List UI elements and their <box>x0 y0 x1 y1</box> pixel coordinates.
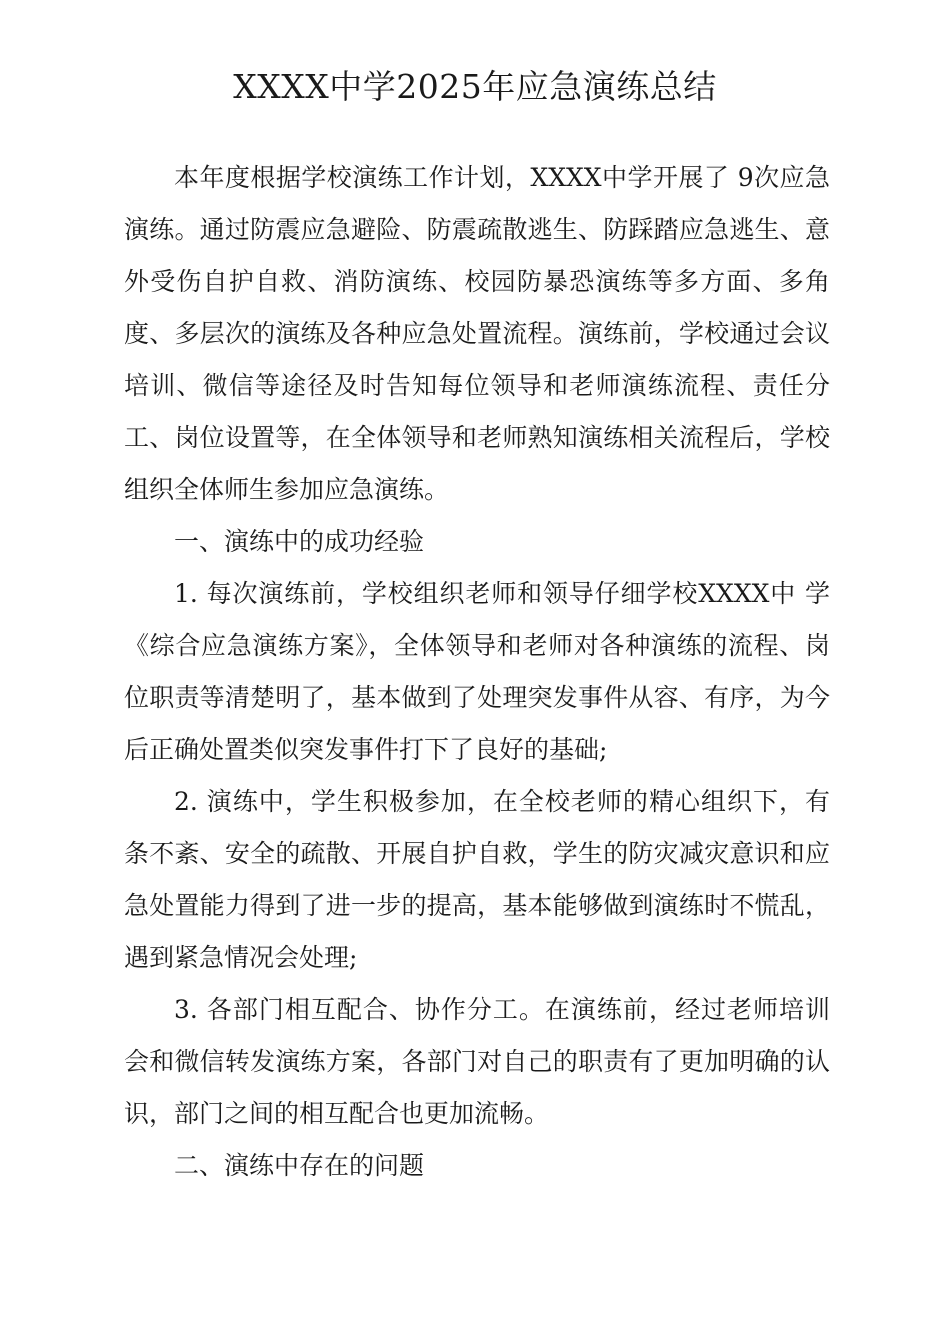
success-item-1: 1. 每次演练前，学校组织老师和领导仔细学校XXXX中 学《综合应急演练方案》，全体领导和老师对各种演练的流程、岗位职责等清楚明了，基本做到了处理突发事件从容、有序，为今后正确处置类似突发事件打下了良好的基础; <box>124 579 830 764</box>
section-heading-problems: 二、演练中存在的问题 <box>174 1151 425 1180</box>
success-item-2: 2. 演练中，学生积极参加，在全校老师的精心组织下，有条不紊、安全的疏散、开展自护自救，学生的防灾减灾意识和应急处置能力得到了进一步的提高，基本能够做到演练时不慌乱，遇到紧急情况会处理; <box>124 787 830 972</box>
intro-paragraph: 本年度根据学校演练工作计划，XXXX中学开展了 9次应急演练。通过防震应急避险、防震疏散逃生、防踩踏应急逃生、意外受伤自护自救、消防演练、校园防暴恐演练等多方面、多角度、多层次的演练及各种应急处置流程。演练前，学校通过会议培训、微信等途径及时告知每位领导和老师演练流程、责任分工、岗位设置等，在全体领导和老师熟知演练相关流程后，学校组织全体师生参加应急演练。 <box>124 163 830 504</box>
section-heading-success: 一、演练中的成功经验 <box>174 527 425 556</box>
document-title: XXXX中学2025年应急演练总结 <box>233 67 717 106</box>
document-body <box>124 152 830 1192</box>
success-item-3: 3. 各部门相互配合、协作分工。在演练前，经过老师培训会和微信转发演练方案，各部门对自己的职责有了更加明确的认识，部门之间的相互配合也更加流畅。 <box>124 995 830 1128</box>
